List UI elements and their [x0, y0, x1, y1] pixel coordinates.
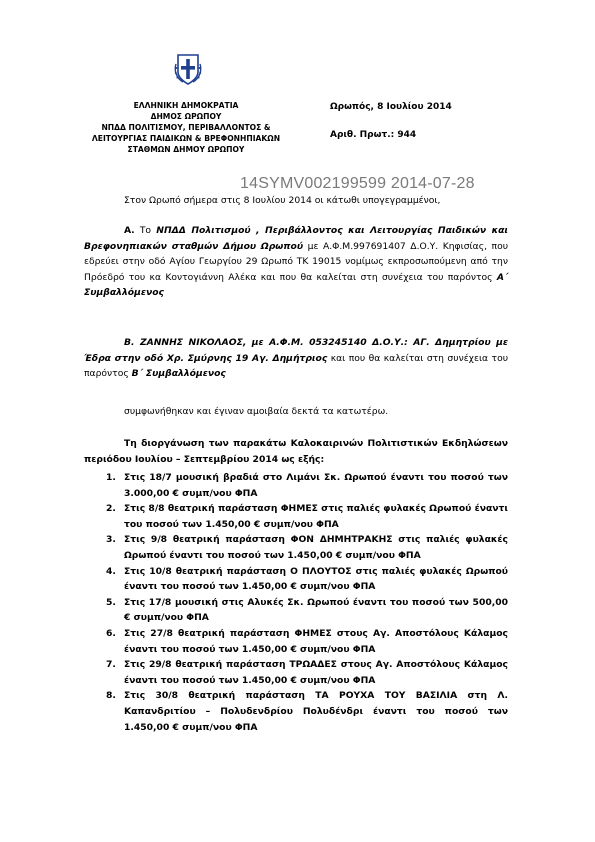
list-item	[84, 564, 508, 595]
document-date: Ωρωπός, 8 Ιουλίου 2014	[330, 102, 452, 112]
list-item-number: 3.	[106, 534, 116, 546]
list-item-number: 2.	[106, 503, 116, 515]
party-b-details: και που θα καλείται στη συνέχεια του παρόντος	[84, 352, 509, 380]
intro-paragraph	[84, 193, 508, 209]
party-b-role: Β΄ Συμβαλλόμενος	[131, 368, 226, 380]
intro-text: Στον Ωρωπό σήμερα στις 8 Ιουλίου 2014 οι κάτωθι υπογεγραμμένοι,	[124, 195, 441, 206]
issuer-line: ΕΛΛΗΝΙΚΗ ΔΗΜΟΚΡΑΤΙΑ	[133, 101, 239, 110]
party-a-pre: Το	[139, 225, 152, 236]
list-item-number: 5.	[106, 596, 116, 608]
agreement-text: συμφωνήθηκαν και έγιναν αμοιβαία δεκτά τα κατωτέρω.	[124, 406, 389, 417]
list-item	[84, 595, 508, 626]
list-item-text: Στις 30/8 θεατρική παράσταση ΤΑ ΡΟΥΧΑ ΤΟΥ ΒΑΣΙΛΙΑ στη Λ. Καπανδριτίου – Πολυδενδρίου Πολυδένδρι έναντι του ποσού των 1.450,00 € συμπ/νου ΦΠΑ	[124, 690, 508, 733]
list-item	[84, 688, 508, 735]
party-a-paragraph	[84, 223, 508, 301]
party-a-role: Α΄ Συμβαλλόμενος	[84, 271, 508, 299]
purpose-paragraph	[84, 436, 508, 467]
issuer-line: ΝΠΔΔ ΠΟΛΙΤΙΣΜΟΥ, ΠΕΡΙΒΑΛΛΟΝΤΟΣ &	[101, 123, 271, 132]
party-b-paragraph	[84, 335, 508, 382]
party-a-letter: Α.	[124, 225, 135, 236]
party-b-name: Β. ΖΑΝΝΗΣ ΝΙΚΟΛΑΟΣ, με Α.Φ.Μ. 053245140 Δ.Ο.Υ.: ΑΓ. Δημητρίου με Έδρα στην οδό Χρ. Σμύρνης 19 Αγ. Δημήτριος	[84, 337, 508, 364]
list-item	[84, 501, 508, 532]
list-item-number: 1.	[106, 472, 116, 483]
list-item-text: Στις 27/8 θεατρική παράσταση ΦΗΜΕΣ στους Αγ. Αποστόλους Κάλαμος έναντι του ποσού των 1.450,00 € συμπ/νου ΦΠΑ	[124, 627, 508, 655]
list-item-text: Στις 10/8 θεατρική παράσταση Ο ΠΛΟΥΤΟΣ στις παλιές φυλακές Ωρωπού έναντι του ποσού των 1.450,00 € συμπ/νου ΦΠΑ	[124, 565, 508, 593]
issuer-line: ΔΗΜΟΣ ΩΡΩΠΟΥ	[150, 112, 222, 121]
list-item-text: Στις 8/8 θεατρική παράσταση ΦΗΜΕΣ στις παλιές φυλακές Ωρωπού έναντι του ποσού των 1.450,00 € συμπ/νου ΦΠΑ	[124, 503, 508, 530]
issuer-line: ΛΕΙΤΟΥΡΓΙΑΣ ΠΑΙΔΙΚΩΝ & ΒΡΕΦΟΝΗΠΙΑΚΩΝ	[91, 134, 281, 143]
purpose-text: Τη διοργάνωση των παρακάτω Καλοκαιρινών Πολιτιστικών Εκδηλώσεων περιόδου Ιουλίου – Σεπτεμβρίου 2014 ως εξής:	[84, 438, 508, 465]
list-item	[84, 626, 508, 657]
party-a-name: ΝΠΔΔ Πολιτισμού , Περιβάλλοντος και Λειτουργίας Παιδικών και Βρεφονηπιακών σταθμών Δήμου Ωρωπού	[84, 225, 509, 252]
list-item-text: Στις 29/8 θεατρική παράσταση ΤΡΩΑΔΕΣ στους Αγ. Αποστόλους Κάλαμος έναντι του ποσού των 1.450,00 € συμπ/νου ΦΠΑ	[124, 659, 508, 686]
list-item-number: 8.	[106, 690, 116, 702]
list-item	[84, 470, 508, 501]
party-a-details: με Α.Φ.Μ.997691407 Δ.Ο.Υ. Κηφισίας, που εδρεύει στην οδό Αγίου Γεωργίου 29 Ωρωπό ΤΚ 19015 νομίμως εκπροσωπούμενη από την Πρόεδρό του κα Κοντογιάννη Αλέκα και που θα καλείται στη συνέχεια του παρόντος	[84, 240, 509, 283]
list-item-number: 7.	[106, 659, 116, 671]
list-item-text: Στις 18/7 μουσική βραδιά στο Λιμάνι Σκ. Ωρωπού έναντι του ποσού των 3.000,00 € συμπ/νου ΦΠΑ	[124, 472, 508, 499]
events-list	[84, 470, 508, 735]
list-item	[84, 532, 508, 563]
list-item-number: 6.	[106, 627, 116, 639]
agreement-paragraph	[84, 404, 508, 420]
list-item-text: Στις 17/8 μουσική στις Αλυκές Σκ. Ωρωπού έναντι του ποσού των 500,00 € συμπ/νου ΦΠΑ	[124, 596, 508, 624]
registry-stamp: 14SYMV002199599 2014-07-28	[240, 175, 475, 192]
issuer-line: ΣΤΑΘΜΩΝ ΔΗΜΟΥ ΩΡΩΠΟΥ	[127, 145, 245, 154]
issuer-block	[36, 100, 336, 155]
hellenic-republic-emblem-icon	[174, 52, 202, 86]
list-item-number: 4.	[106, 565, 116, 577]
list-item-text: Στις 9/8 θεατρική παράσταση ΦΟΝ ΔΗΜΗΤΡΑΚΗΣ στις παλιές φυλακές Ωρωπού έναντι του ποσού των 1.450,00 € συμπ/νου ΦΠΑ	[124, 534, 508, 561]
protocol-number: Αριθ. Πρωτ.: 944	[330, 130, 417, 140]
list-item	[84, 657, 508, 688]
